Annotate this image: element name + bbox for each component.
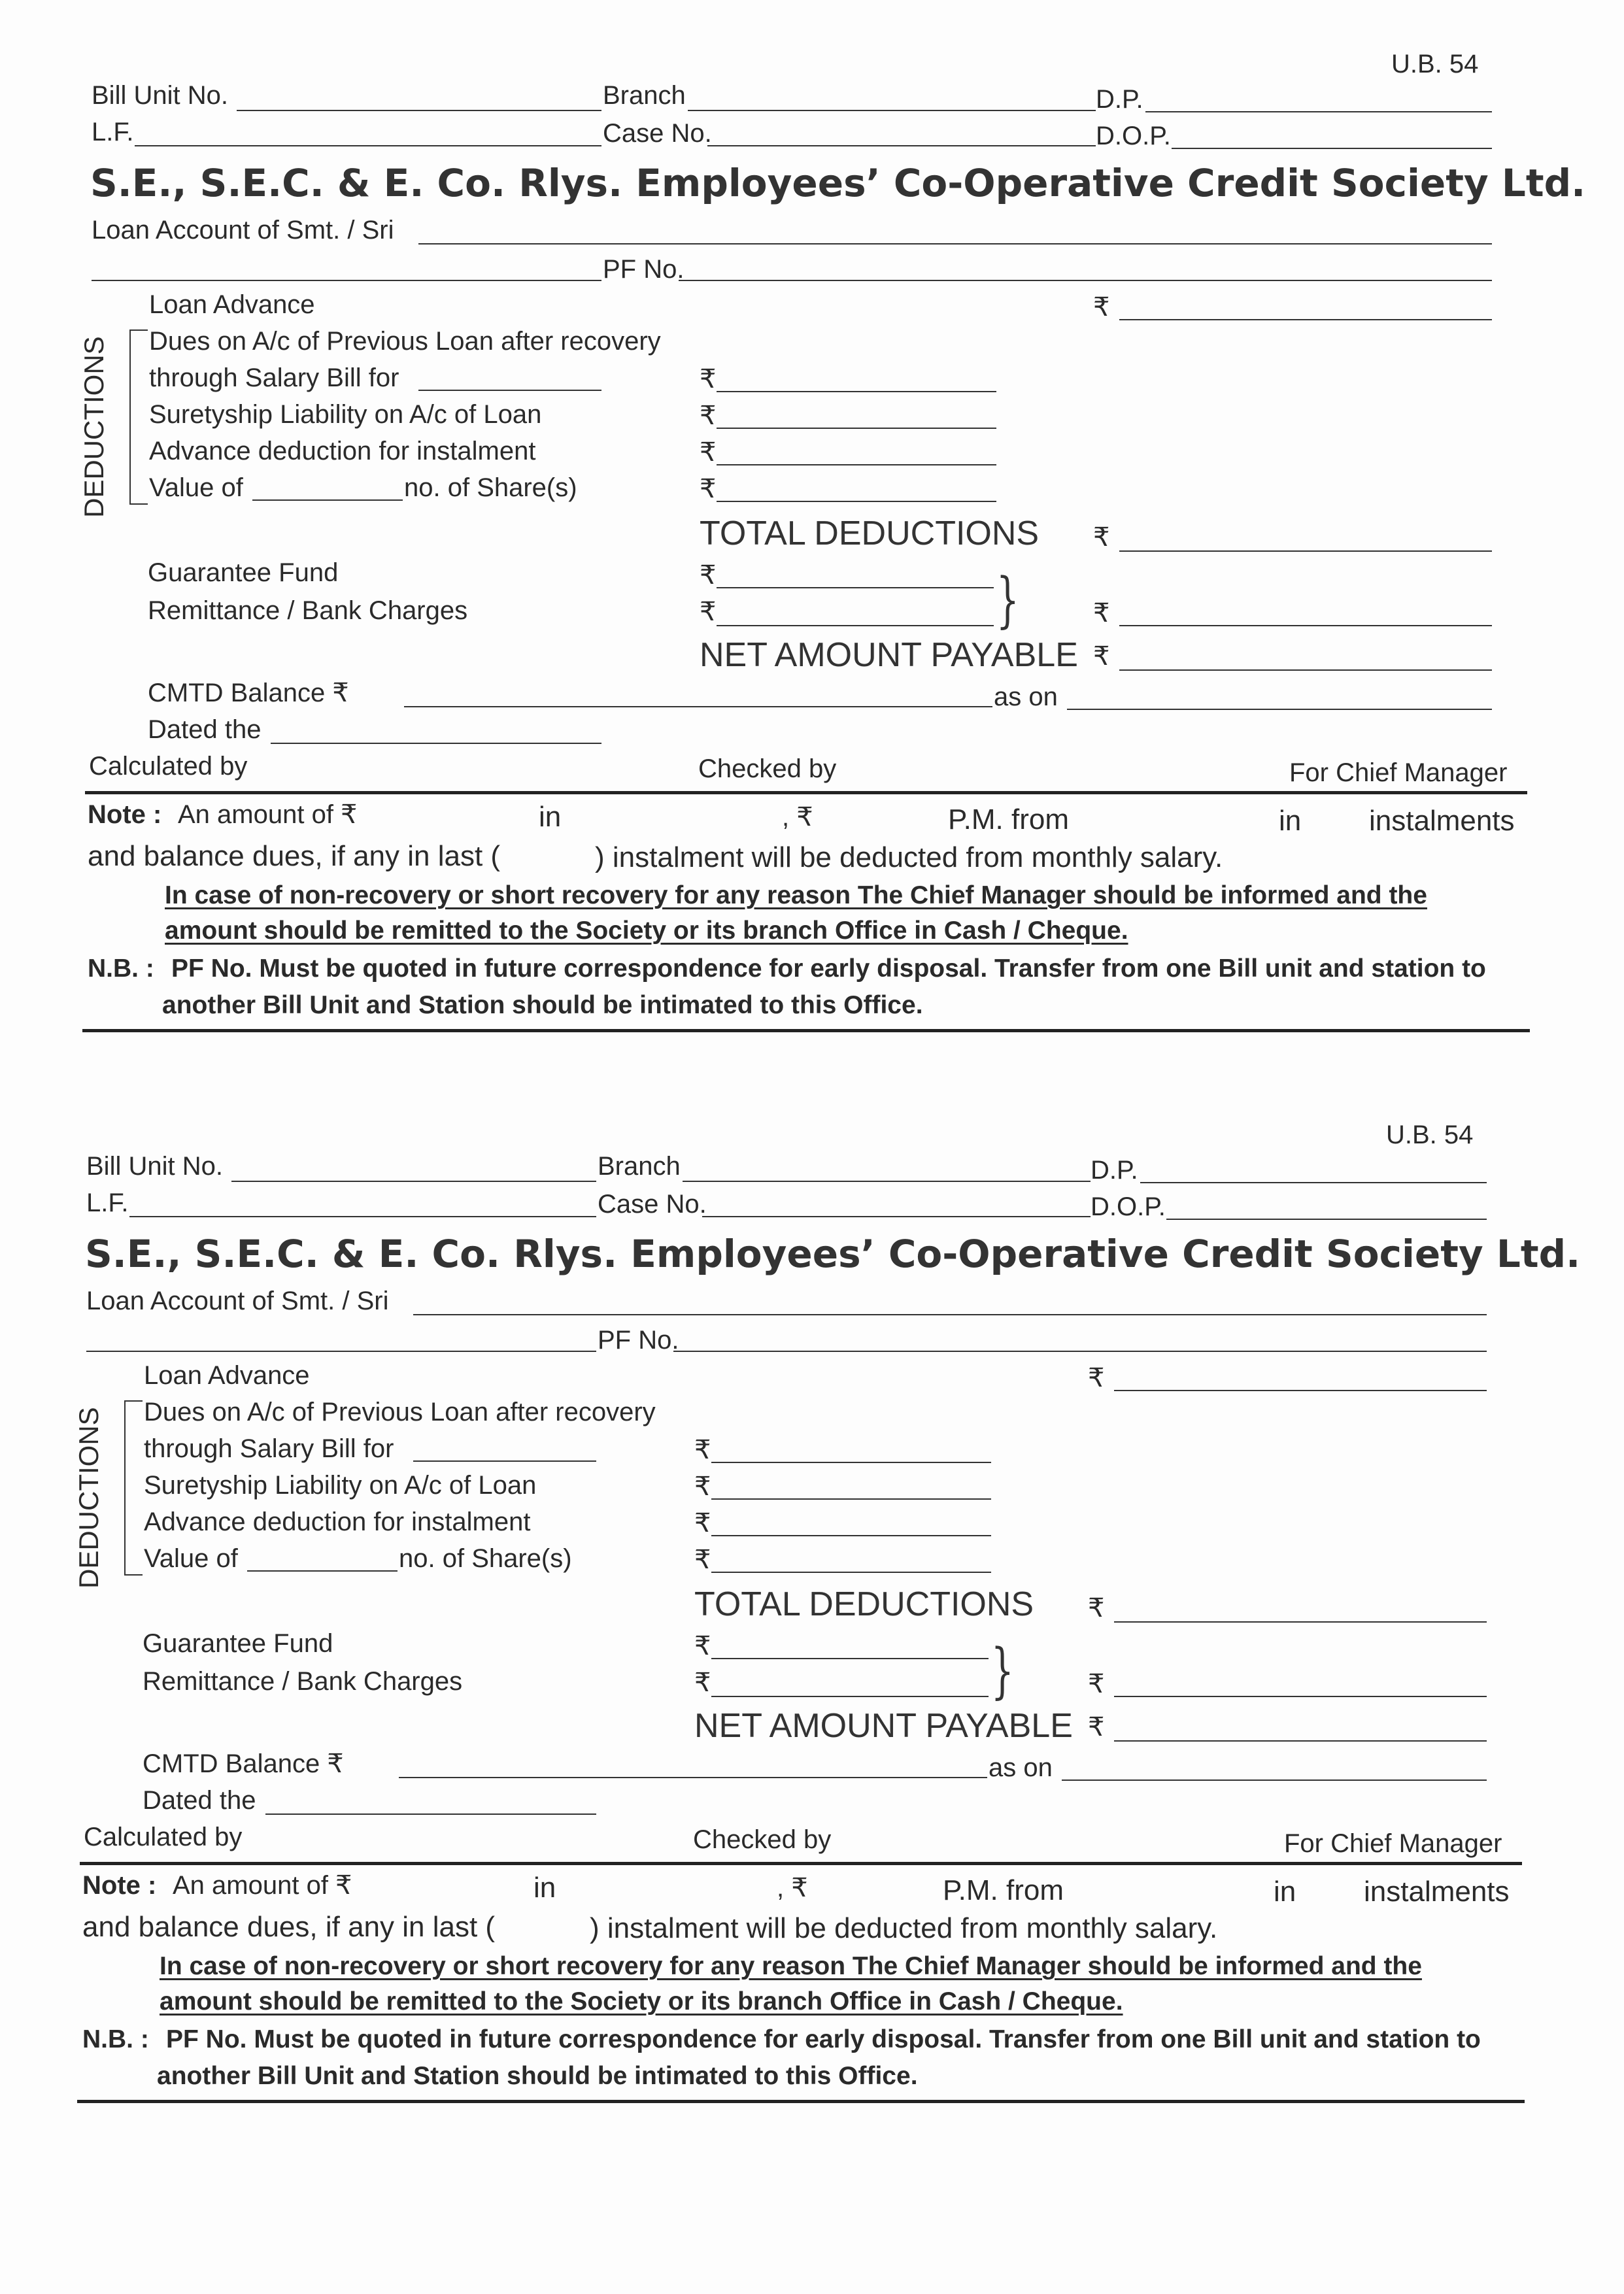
- dues-label-line2: through Salary Bill for: [149, 363, 399, 392]
- rupee-sign: ₹: [1088, 1364, 1105, 1392]
- loan-account-label: Loan Account of Smt. / Sri: [86, 1287, 389, 1315]
- value-of-label: Value of: [144, 1544, 238, 1573]
- society-title: S.E., S.E.C. & E. Co. Rlys. Employees’ Co-Operative Credit Society Ltd.: [90, 161, 1586, 205]
- dues-label-line1: Dues on A/c of Previous Loan after recovery: [144, 1398, 656, 1426]
- rupee-sign: ₹: [700, 598, 717, 626]
- section-divider: [85, 791, 1527, 794]
- remittance-label: Remittance / Bank Charges: [148, 596, 468, 625]
- guarantee-fund-label: Guarantee Fund: [148, 558, 339, 587]
- net-amount-field[interactable]: [1114, 1740, 1487, 1742]
- dated-the-label: Dated the: [143, 1786, 256, 1815]
- shares-label: no. of Share(s): [399, 1544, 572, 1573]
- net-amount-field[interactable]: [1119, 669, 1492, 671]
- rupee-sign: ₹: [694, 1472, 711, 1501]
- dues-label-line1: Dues on A/c of Previous Loan after recovery: [149, 327, 661, 356]
- cmtd-balance-field[interactable]: [399, 1777, 987, 1778]
- note-pm-from: P.M. from: [943, 1874, 1064, 1906]
- note-label: Note :: [82, 1871, 157, 1900]
- pf-no-label: PF No.: [598, 1326, 679, 1355]
- calculated-by-label: Calculated by: [84, 1823, 243, 1851]
- total-deductions-label: TOTAL DEDUCTIONS: [694, 1585, 1034, 1623]
- for-chief-manager-label: For Chief Manager: [1284, 1829, 1502, 1858]
- rupee-sign: ₹: [700, 475, 717, 503]
- rupee-sign: ₹: [694, 1668, 711, 1697]
- brace-symbol: }: [990, 1636, 1014, 1706]
- note-warning-line2: amount should be remitted to the Society or its branch Office in Cash / Cheque.: [165, 917, 1128, 945]
- for-chief-manager-label: For Chief Manager: [1289, 758, 1508, 787]
- rupee-sign: ₹: [694, 1436, 711, 1464]
- dp-label: D.P.: [1096, 85, 1143, 114]
- case-no-field[interactable]: [707, 145, 1096, 146]
- loan-account-field[interactable]: [413, 1314, 1487, 1315]
- charges-total-field[interactable]: [1114, 1696, 1487, 1697]
- case-no-label: Case No.: [598, 1190, 707, 1219]
- dues-amount-field[interactable]: [717, 391, 996, 392]
- total-deductions-label: TOTAL DEDUCTIONS: [700, 514, 1040, 552]
- branch-label: Branch: [598, 1152, 681, 1181]
- rupee-sign: ₹: [1093, 523, 1110, 552]
- advance-label: Advance deduction for instalment: [144, 1508, 531, 1536]
- rupee-sign: ₹: [1088, 1594, 1105, 1623]
- lf-label: L.F.: [92, 118, 134, 146]
- section-divider: [77, 2100, 1525, 2103]
- nb-label: N.B. :: [88, 954, 154, 983]
- loan-advance-field[interactable]: [1119, 319, 1492, 320]
- advance-amount-field[interactable]: [717, 464, 996, 465]
- loan-account-label: Loan Account of Smt. / Sri: [92, 216, 394, 245]
- dp-field[interactable]: [1145, 111, 1492, 112]
- lf-field[interactable]: [135, 145, 601, 146]
- deductions-bracket: [124, 1400, 143, 1576]
- note-label: Note :: [88, 800, 162, 829]
- advance-label: Advance deduction for instalment: [149, 437, 536, 465]
- note-amount-of: An amount of ₹: [173, 1871, 352, 1900]
- as-on-label: as on: [989, 1753, 1053, 1782]
- shares-count-field[interactable]: [252, 499, 403, 501]
- case-no-field[interactable]: [702, 1216, 1091, 1217]
- rupee-sign: ₹: [1088, 1670, 1105, 1698]
- remittance-label: Remittance / Bank Charges: [143, 1667, 463, 1696]
- as-on-label: as on: [994, 683, 1058, 711]
- net-amount-label: NET AMOUNT PAYABLE: [694, 1707, 1073, 1745]
- name-continuation-field[interactable]: [86, 1351, 596, 1352]
- note-comma-rupee: , ₹: [782, 803, 813, 832]
- value-of-label: Value of: [149, 473, 243, 502]
- dp-field[interactable]: [1140, 1182, 1487, 1183]
- form-code: U.B. 54: [1391, 50, 1479, 78]
- total-deductions-field[interactable]: [1114, 1621, 1487, 1623]
- checked-by-label: Checked by: [698, 754, 837, 783]
- remittance-field[interactable]: [717, 625, 994, 626]
- nb-label: N.B. :: [82, 2025, 149, 2053]
- advance-amount-field[interactable]: [711, 1535, 991, 1536]
- surety-amount-field[interactable]: [717, 428, 996, 429]
- dues-amount-field[interactable]: [711, 1462, 991, 1463]
- surety-label: Suretyship Liability on A/c of Loan: [144, 1471, 537, 1500]
- note-line2b: ) instalment will be deducted from monthly salary.: [595, 841, 1223, 873]
- nb-line2: another Bill Unit and Station should be intimated to this Office.: [162, 991, 923, 1019]
- rupee-sign: ₹: [1093, 599, 1110, 628]
- shares-label: no. of Share(s): [404, 473, 577, 502]
- surety-label: Suretyship Liability on A/c of Loan: [149, 400, 542, 429]
- nb-line1: PF No. Must be quoted in future correspondence for early disposal. Transfer from one Bill unit and station to: [166, 2025, 1481, 2053]
- pf-no-label: PF No.: [603, 255, 685, 284]
- loan-advance-field[interactable]: [1114, 1390, 1487, 1391]
- note-pm-from: P.M. from: [948, 803, 1070, 835]
- dated-the-field[interactable]: [271, 743, 601, 744]
- rupee-sign: ₹: [1093, 293, 1110, 322]
- loan-advance-label: Loan Advance: [144, 1361, 310, 1390]
- note-line2b: ) instalment will be deducted from monthly salary.: [590, 1912, 1218, 1944]
- net-amount-label: NET AMOUNT PAYABLE: [700, 636, 1078, 674]
- note-warning-line1: In case of non-recovery or short recovery for any reason The Chief Manager should be informed and the: [160, 1952, 1422, 1980]
- note-in: in: [533, 1872, 556, 1904]
- cmtd-balance-label: CMTD Balance ₹: [148, 679, 349, 707]
- rupee-sign: ₹: [700, 365, 717, 394]
- loan-advance-label: Loan Advance: [149, 290, 315, 319]
- rupee-sign: ₹: [1088, 1713, 1105, 1742]
- nb-line2: another Bill Unit and Station should be intimated to this Office.: [157, 2062, 918, 2090]
- rupee-sign: ₹: [700, 401, 717, 430]
- rupee-sign: ₹: [694, 1632, 711, 1661]
- surety-amount-field[interactable]: [711, 1498, 991, 1500]
- loan-account-field[interactable]: [418, 243, 1492, 245]
- dop-field[interactable]: [1172, 148, 1492, 149]
- dated-the-label: Dated the: [148, 715, 262, 744]
- remittance-field[interactable]: [711, 1696, 989, 1697]
- guarantee-fund-label: Guarantee Fund: [143, 1629, 333, 1658]
- dated-the-field[interactable]: [265, 1813, 596, 1815]
- rupee-sign: ₹: [1093, 642, 1110, 671]
- form-code: U.B. 54: [1386, 1121, 1474, 1149]
- deductions-bracket: [129, 329, 148, 505]
- lf-label: L.F.: [86, 1189, 129, 1217]
- section-divider: [82, 1029, 1530, 1032]
- rupee-sign: ₹: [700, 438, 717, 467]
- as-on-field[interactable]: [1062, 1780, 1487, 1781]
- bill-unit-label: Bill Unit No.: [86, 1152, 223, 1181]
- bill-unit-field[interactable]: [237, 110, 601, 111]
- lf-field[interactable]: [129, 1216, 596, 1217]
- total-deductions-field[interactable]: [1119, 550, 1492, 552]
- note-instalments: instalments: [1369, 805, 1515, 837]
- pf-no-field[interactable]: [679, 280, 1492, 281]
- name-continuation-field[interactable]: [92, 280, 601, 281]
- rupee-sign: ₹: [694, 1545, 711, 1574]
- society-title: S.E., S.E.C. & E. Co. Rlys. Employees’ Co-Operative Credit Society Ltd.: [85, 1232, 1581, 1276]
- note-warning-line2: amount should be remitted to the Society or its branch Office in Cash / Cheque.: [160, 1987, 1123, 2016]
- pf-no-field[interactable]: [673, 1351, 1487, 1352]
- checked-by-label: Checked by: [693, 1825, 832, 1854]
- note-in: in: [1274, 1876, 1296, 1908]
- dp-label: D.P.: [1091, 1156, 1138, 1185]
- note-line2a: and balance dues, if any in last (: [82, 1911, 496, 1943]
- shares-amount-field[interactable]: [717, 501, 996, 502]
- deductions-label: DEDUCTIONS: [73, 1407, 104, 1589]
- dop-label: D.O.P.: [1096, 122, 1171, 150]
- note-in: in: [1279, 805, 1302, 837]
- note-line2a: and balance dues, if any in last (: [88, 840, 501, 872]
- note-comma-rupee: , ₹: [777, 1874, 808, 1902]
- nb-line1: PF No. Must be quoted in future correspondence for early disposal. Transfer from one Bill unit and station to: [171, 954, 1486, 983]
- dop-field[interactable]: [1166, 1219, 1487, 1220]
- cmtd-balance-field[interactable]: [404, 706, 992, 707]
- cmtd-balance-label: CMTD Balance ₹: [143, 1749, 344, 1778]
- deductions-label: DEDUCTIONS: [78, 336, 109, 518]
- rupee-sign: ₹: [700, 561, 717, 590]
- branch-field[interactable]: [683, 1181, 1091, 1182]
- as-on-field[interactable]: [1067, 709, 1492, 710]
- shares-amount-field[interactable]: [711, 1572, 991, 1573]
- case-no-label: Case No.: [603, 119, 712, 148]
- bill-unit-label: Bill Unit No.: [92, 81, 228, 110]
- salary-bill-field[interactable]: [413, 1460, 596, 1462]
- brace-symbol: }: [996, 565, 1019, 635]
- section-divider: [80, 1862, 1522, 1865]
- loan-form-2: [0, 1071, 1619, 2143]
- note-warning-line1: In case of non-recovery or short recovery for any reason The Chief Manager should be informed and the: [165, 881, 1427, 909]
- note-instalments: instalments: [1364, 1876, 1510, 1908]
- loan-form-1: [0, 0, 1624, 1072]
- dop-label: D.O.P.: [1091, 1192, 1166, 1221]
- guarantee-fund-field[interactable]: [711, 1658, 989, 1659]
- bill-unit-field[interactable]: [231, 1181, 596, 1182]
- guarantee-fund-field[interactable]: [717, 587, 994, 588]
- dues-label-line2: through Salary Bill for: [144, 1434, 394, 1463]
- shares-count-field[interactable]: [247, 1570, 398, 1572]
- note-in: in: [539, 801, 562, 833]
- note-amount-of: An amount of ₹: [178, 800, 358, 829]
- rupee-sign: ₹: [694, 1509, 711, 1538]
- charges-total-field[interactable]: [1119, 625, 1492, 626]
- calculated-by-label: Calculated by: [89, 752, 248, 781]
- branch-label: Branch: [603, 81, 686, 110]
- branch-field[interactable]: [688, 110, 1096, 111]
- salary-bill-field[interactable]: [418, 390, 601, 391]
